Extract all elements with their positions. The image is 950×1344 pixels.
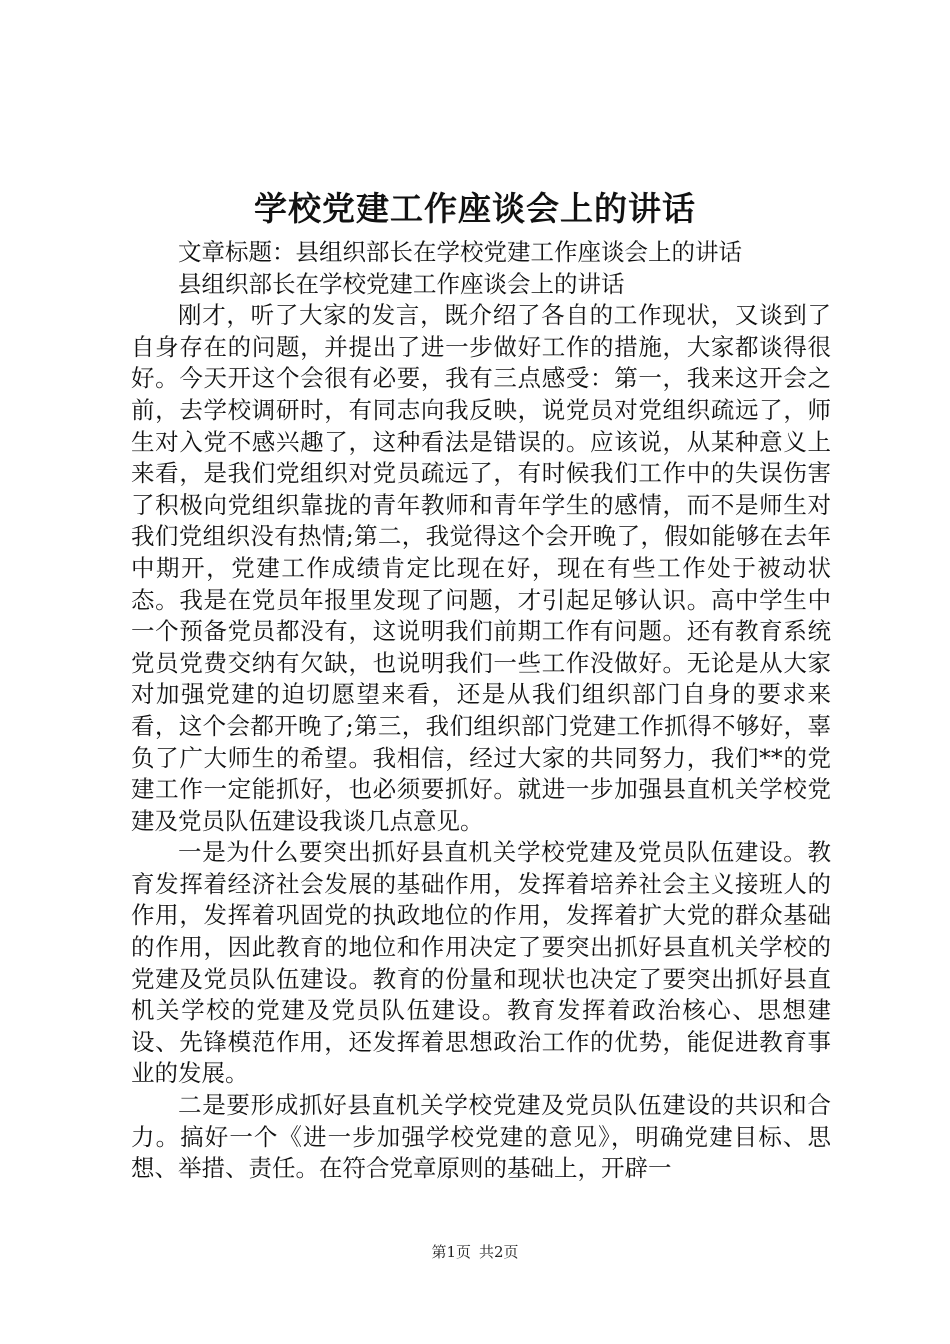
speech-title-line: 县组织部长在学校党建工作座谈会上的讲话 <box>178 269 625 298</box>
paragraph-point-one: 一是为什么要突出抓好县直机关学校党建及党员队伍建设。教育发挥着经济社会发展的基础作用，发挥着培养社会主义接班人的作用，发挥着巩固党的执政地位的作用，发挥着扩大党的群众基础的作用，因此教育的地位和作用决定了要突出抓好县直机关学校的党建及党员队伍建设。教育的份量和现状也决定了要突出抓好县直机关学校的党建及党员队伍建设。教育发挥着政治核心、思想建设、先锋模范作用，还发挥着思想政治工作的优势，能促进教育事业的发展。 <box>131 838 831 1088</box>
page-footer <box>0 1242 950 1262</box>
page-total: 共2页 <box>479 1243 519 1261</box>
page-number: 第1页 <box>431 1243 471 1261</box>
document-body <box>131 237 831 1185</box>
paragraph-point-two: 二是要形成抓好县直机关学校党建及党员队伍建设的共识和合力。搞好一个《进一步加强学校党建的意见》，明确党建目标、思想、举措、责任。在符合党章原则的基础上，开辟一 <box>131 1091 831 1183</box>
document-title: 学校党建工作座谈会上的讲话 <box>254 189 696 228</box>
paragraph-intro: 刚才，听了大家的发言，既介绍了各自的工作现状，又谈到了自身存在的问题，并提出了进一步做好工作的措施，大家都谈得很好。今天开这个会很有必要，我有三点感受：第一，我来这开会之前，去学校调研时，有同志向我反映，说党员对党组织疏远了，师生对入党不感兴趣了，这种看法是错误的。应该说，从某种意义上来看，是我们党组织对党员疏远了，有时候我们工作中的失误伤害了积极向党组织靠拢的青年教师和青年学生的感情，而不是师生对我们党组织没有热情;第二，我觉得这个会开晚了，假如能够在去年中期开，党建工作成绩肯定比现在好，现在有些工作处于被动状态。我是在党员年报里发现了问题，才引起足够认识。高中学生中一个预备党员都没有，这说明我们前期工作有问题。还有教育系统党员党费交纳有欠缺，也说明我们一些工作没做好。无论是从大家对加强党建的迫切愿望来看，还是从我们组织部门自身的要求来看，这个会都开晚了;第三，我们组织部门党建工作抓得不够好，辜负了广大师生的希望。我相信，经过大家的共同努力，我们**的党建工作一定能抓好，也必须要抓好。就进一步加强县直机关学校党建及党员队伍建设我谈几点意见。 <box>131 301 831 835</box>
article-title-line: 文章标题：县组织部长在学校党建工作座谈会上的讲话 <box>178 238 742 266</box>
